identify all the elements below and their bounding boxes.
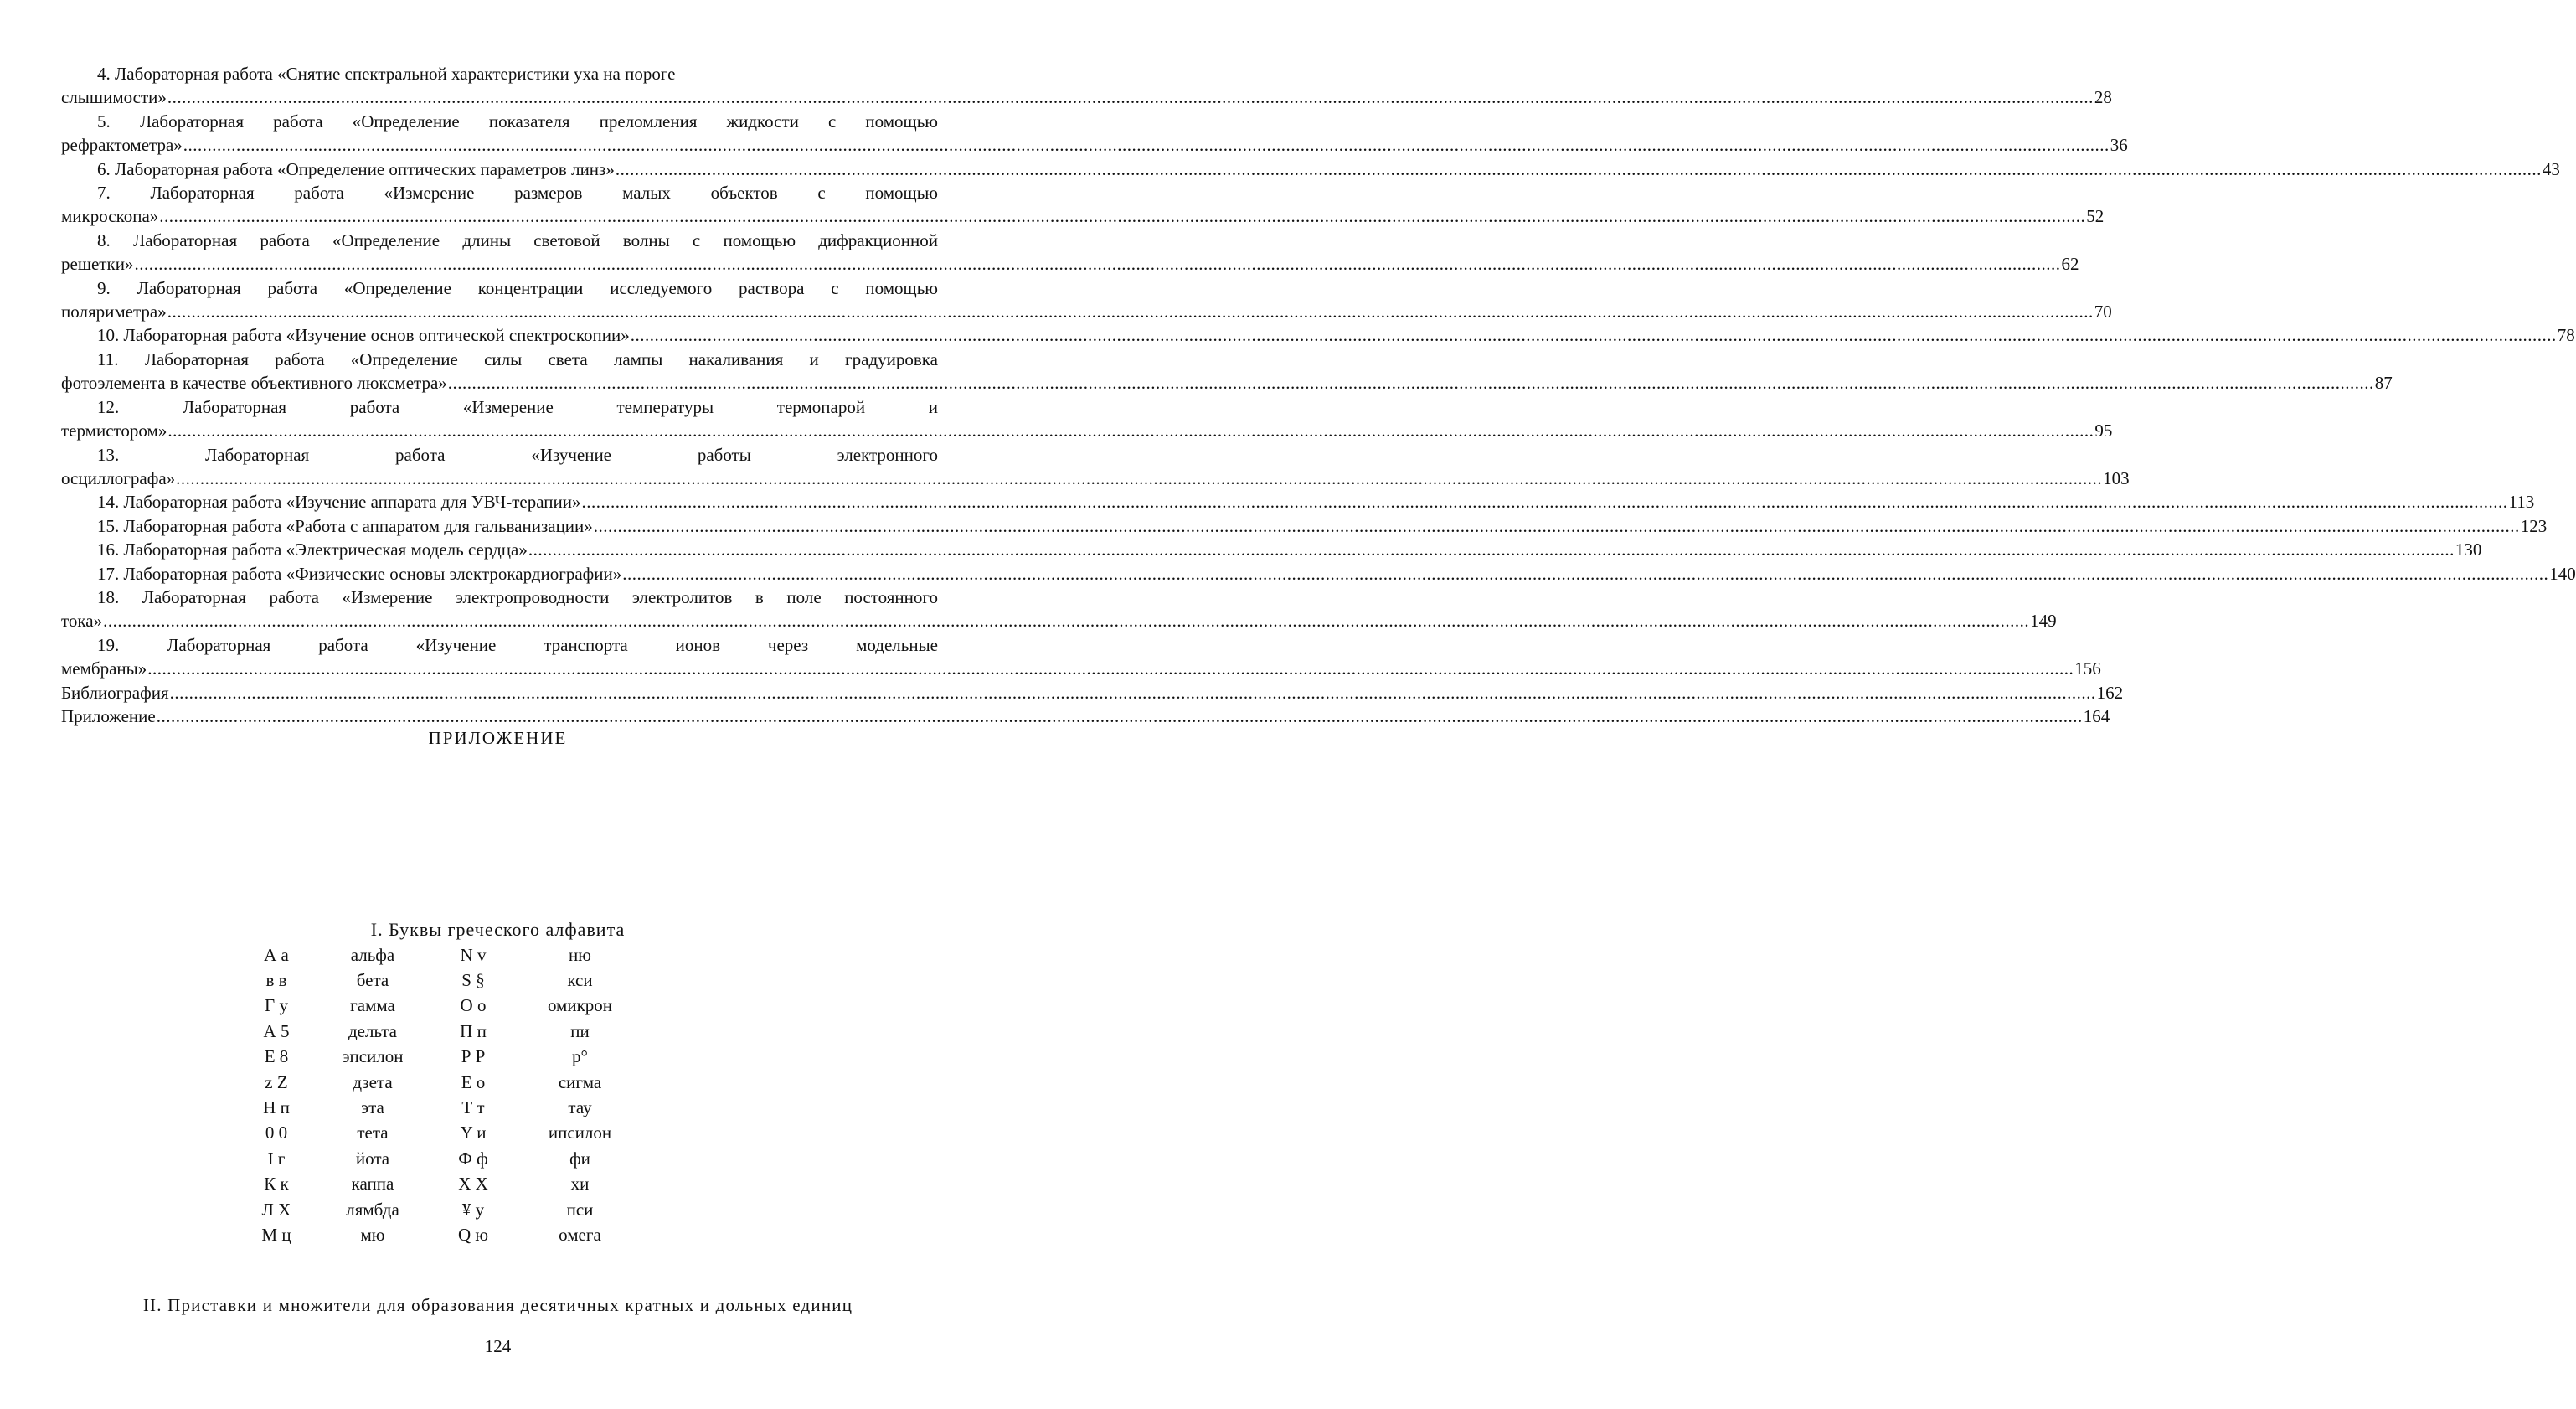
table-row (251, 1172, 670, 1197)
dot-leader: ................................................................................................................................................................................................................................................................................................................................................................................................................ (528, 539, 2455, 560)
table-row (251, 968, 670, 993)
greek-alphabet-heading: I. Буквы греческого алфавита (370, 919, 626, 940)
toc-entry (61, 395, 2113, 443)
greek-letter: X X (458, 1174, 488, 1195)
greek-letter: Т т (461, 1097, 485, 1118)
toc-entry (61, 633, 2101, 681)
dot-leader: ................................................................................................................................................................................................................................................................................................................................................................................................................ (159, 206, 2086, 227)
toc-page-number: 156 (2074, 658, 2101, 679)
toc-entry-title: рефрактометра» (61, 135, 183, 156)
toc-entry (61, 538, 2482, 561)
greek-letter-name: омикрон (547, 995, 613, 1016)
dot-leader: ................................................................................................................................................................................................................................................................................................................................................................................................................ (622, 563, 2549, 584)
toc-entry (61, 490, 2535, 514)
toc-entry (61, 276, 2112, 324)
dot-leader: ................................................................................................................................................................................................................................................................................................................................................................................................................ (615, 158, 2542, 179)
toc-entry-title: 14. Лабораторная работа «Изучение аппарата для УВЧ-терапии» (97, 492, 581, 513)
greek-letter-name: лямбда (346, 1199, 399, 1220)
toc-page-number: 62 (2061, 254, 2079, 275)
greek-letter: ¥ у (461, 1199, 485, 1220)
toc-entry-title: 10. Лабораторная работа «Изучение основ оптической спектроскопии» (97, 325, 630, 346)
toc-entry-title: микроскопа» (61, 206, 159, 227)
toc-entry-title: 6. Лабораторная работа «Определение оптических параметров линз» (97, 158, 615, 179)
toc-entry (61, 348, 2393, 395)
dot-leader: ................................................................................................................................................................................................................................................................................................................................................................................................................ (167, 421, 2094, 441)
toc-entry (61, 562, 2576, 586)
toc-entry (61, 443, 2130, 491)
table-row (251, 1095, 670, 1120)
greek-letter: М ц (261, 1224, 291, 1245)
toc-entry (61, 704, 2110, 728)
table-row (251, 1019, 670, 1044)
toc-page-number: 123 (2520, 515, 2548, 536)
toc-entry-title: 8. Лабораторная работа «Определение длины световой волны с помощью дифракционной (97, 230, 938, 250)
greek-letter-name: гамма (350, 995, 395, 1016)
toc-entry (61, 181, 2105, 229)
toc-entry-title: Библиография (61, 682, 169, 703)
toc-entry-title: фотоэлемента в качестве объективного люксметра» (61, 373, 447, 394)
greek-letter: Р Р (461, 1046, 486, 1067)
toc-entry-title: 15. Лабораторная работа «Работа с аппаратом для гальванизации» (97, 515, 593, 536)
dot-leader: ................................................................................................................................................................................................................................................................................................................................................................................................................ (169, 682, 2096, 703)
toc-page-number: 43 (2542, 158, 2560, 179)
toc-page-number: 95 (2094, 421, 2113, 441)
toc-entry-title: 19. Лабораторная работа «Изучение транспорта ионов через модельные (97, 634, 938, 655)
greek-letter: S § (461, 970, 485, 991)
greek-letter-name: дельта (348, 1020, 398, 1041)
greek-letter: Л Х (261, 1199, 291, 1220)
toc-entry-title: 13. Лабораторная работа «Изучение работы электронного (97, 444, 938, 465)
greek-letter-name: тета (357, 1123, 389, 1143)
table-row (251, 1222, 670, 1247)
toc-entry-title: 4. Лабораторная работа «Снятие спектральной характеристики уха на пороге (97, 64, 676, 84)
appendix-title: ПРИЛОЖЕНИЕ (428, 728, 568, 748)
table-row (251, 1146, 670, 1171)
toc-page-number: 87 (2374, 373, 2393, 394)
greek-letter-name: омега (559, 1224, 601, 1245)
greek-letter-name: эпсилон (342, 1046, 404, 1067)
dot-leader: ................................................................................................................................................................................................................................................................................................................................................................................................................ (134, 254, 2061, 275)
toc-entry-title: Приложение (61, 705, 156, 726)
greek-letter-name: хи (570, 1174, 590, 1195)
prefixes-heading: II. Приставки и множители для образования десятичных кратных и дольных единиц (142, 1295, 853, 1315)
toc-entry-title: 17. Лабораторная работа «Физические основы электрокардиографии» (97, 563, 622, 584)
dot-leader: ................................................................................................................................................................................................................................................................................................................................................................................................................ (156, 705, 2083, 726)
dot-leader: ................................................................................................................................................................................................................................................................................................................................................................................................................ (447, 373, 2374, 394)
dot-leader: ................................................................................................................................................................................................................................................................................................................................................................................................................ (183, 135, 2110, 156)
toc-page-number: 164 (2083, 705, 2110, 726)
toc-page-number: 149 (2030, 611, 2057, 632)
toc-entry-title: 16. Лабораторная работа «Электрическая модель сердца» (97, 539, 528, 560)
toc-entry-title: 11. Лабораторная работа «Определение силы света лампы накаливания и градуировка (97, 348, 938, 369)
toc-entry-title: мембраны» (61, 658, 147, 679)
greek-letter-name: ипсилон (548, 1123, 612, 1143)
greek-letter: Е о (461, 1071, 486, 1092)
toc-entry-title: тока» (61, 611, 103, 632)
table-row (251, 1070, 670, 1095)
toc-entry (61, 229, 2079, 276)
greek-letter: Y и (460, 1123, 487, 1143)
page-number: 124 (484, 1336, 512, 1356)
dot-leader: ................................................................................................................................................................................................................................................................................................................................................................................................................ (630, 325, 2557, 346)
toc-entry-title: 18. Лабораторная работа «Измерение электропроводности электролитов в поле постоянного (97, 586, 938, 607)
toc-page-number: 52 (2086, 206, 2105, 227)
toc-entry (61, 514, 2548, 538)
greek-letter: 0 0 (265, 1123, 288, 1143)
toc-entry-title: 12. Лабораторная работа «Измерение температуры термопарой и (97, 396, 938, 417)
greek-letter-name: р° (572, 1046, 588, 1067)
greek-letter-name: фи (569, 1148, 590, 1169)
toc-entry (61, 62, 2112, 110)
toc-entry-title: 9. Лабораторная работа «Определение концентрации исследуемого раствора с помощью (97, 277, 938, 298)
toc-entry-title: слышимости» (61, 87, 167, 108)
dot-leader: ................................................................................................................................................................................................................................................................................................................................................................................................................ (581, 492, 2508, 513)
toc-page-number: 113 (2508, 492, 2535, 513)
toc-page-number: 78 (2557, 325, 2575, 346)
greek-letter-name: тау (568, 1097, 592, 1118)
greek-letter-name: пи (570, 1020, 590, 1041)
greek-letter-name: эта (361, 1097, 384, 1118)
table-row (251, 1045, 670, 1070)
dot-leader: ................................................................................................................................................................................................................................................................................................................................................................................................................ (147, 658, 2074, 679)
toc-page-number: 140 (2549, 563, 2576, 584)
greek-letter: I г (267, 1148, 286, 1169)
table-row (251, 1197, 670, 1222)
greek-letter: Q ю (457, 1224, 489, 1245)
dot-leader: ................................................................................................................................................................................................................................................................................................................................................................................................................ (593, 515, 2520, 536)
greek-letter: О о (460, 995, 487, 1016)
greek-letter: А 5 (263, 1020, 290, 1041)
toc-entry-title: термистором» (61, 421, 167, 441)
toc-page-number: 36 (2110, 135, 2128, 156)
toc-page-number: 70 (2094, 302, 2112, 323)
greek-alphabet-table (251, 942, 670, 1248)
toc-entry-title: осциллографа» (61, 467, 176, 488)
toc-entry (61, 681, 2124, 704)
greek-letter-name: йота (355, 1148, 390, 1169)
toc-entry-title: решетки» (61, 254, 134, 275)
greek-letter-name: пси (566, 1199, 594, 1220)
toc-entry-title: 5. Лабораторная работа «Определение показателя преломления жидкости с помощью (97, 111, 938, 132)
toc-entry (61, 323, 2575, 347)
toc-page-number: 103 (2103, 467, 2130, 488)
table-row (251, 1121, 670, 1146)
greek-letter: П п (460, 1020, 487, 1041)
dot-leader: ................................................................................................................................................................................................................................................................................................................................................................................................................ (167, 87, 2094, 108)
toc-entry-title: 7. Лабораторная работа «Измерение размеров малых объектов с помощью (97, 183, 938, 204)
table-of-contents (61, 62, 2576, 728)
greek-letter: N v (460, 944, 487, 965)
toc-entry (61, 157, 2560, 181)
greek-letter-name: каппа (351, 1174, 394, 1195)
toc-page-number: 130 (2455, 539, 2482, 560)
greek-letter: z Z (265, 1071, 288, 1092)
toc-page-number: 162 (2096, 682, 2124, 703)
greek-letter: К к (264, 1174, 289, 1195)
greek-letter-name: бета (356, 970, 389, 991)
dot-leader: ................................................................................................................................................................................................................................................................................................................................................................................................................ (103, 611, 2030, 632)
greek-letter-name: сигма (558, 1071, 602, 1092)
dot-leader: ................................................................................................................................................................................................................................................................................................................................................................................................................ (176, 467, 2103, 488)
greek-letter: Ф ф (458, 1148, 488, 1169)
greek-letter: Н п (263, 1097, 290, 1118)
greek-letter-name: дзета (353, 1071, 393, 1092)
toc-entry (61, 586, 2057, 633)
toc-page-number: 28 (2094, 87, 2112, 108)
greek-letter: в в (265, 970, 287, 991)
greek-letter-name: мю (360, 1224, 385, 1245)
greek-letter: Е 8 (264, 1046, 289, 1067)
greek-letter-name: кси (567, 970, 593, 991)
greek-letter-name: альфа (350, 944, 395, 965)
table-row (251, 942, 670, 968)
dot-leader: ................................................................................................................................................................................................................................................................................................................................................................................................................ (167, 302, 2094, 323)
table-row (251, 994, 670, 1019)
toc-entry-title: поляриметра» (61, 302, 167, 323)
greek-letter: А а (264, 944, 289, 965)
greek-letter-name: ню (569, 944, 591, 965)
toc-entry (61, 110, 2128, 157)
greek-letter: Г у (265, 995, 288, 1016)
